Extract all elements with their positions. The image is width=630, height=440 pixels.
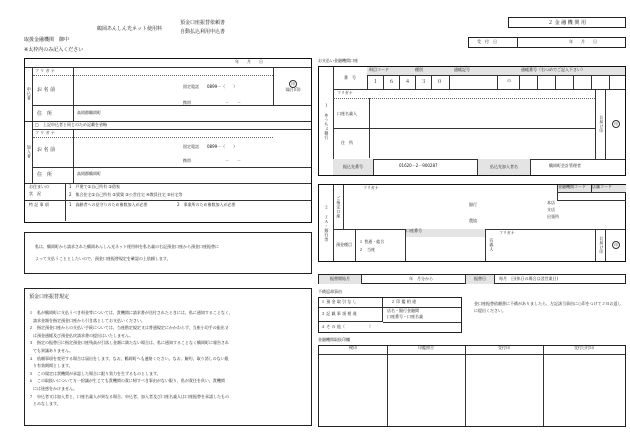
addressee: 取扱金融機関 御中 [24,37,70,43]
yucho-holder-label: 口座名義人 [337,111,357,116]
applicant-furigana-label: フ リ ガ ナ [35,68,55,73]
rules-item: には迷惑をかけません。 [29,385,78,391]
consent-box [24,232,312,274]
handling-col-check: 検印 [319,346,388,355]
account-holder-label: 名義人 [485,229,496,261]
special-option-2[interactable]: 2 事業所のため複数加入が必要 [177,202,236,207]
rules-item: ７ 申込者又は加入者と、口座名義人が異なる場合、申込者、加入者及び口座名義人は口座振替を承諾したもの [29,393,229,399]
subscriber-phone-field[interactable]: 0899－（ ） [207,144,238,149]
rules-item: ３ 指定の振替日に指定預金口座残高が引落し金額に満たない場合は、私に通知することなく鶴岡町に報告され [29,340,229,346]
applicant-section-label: 申込者 [25,67,33,122]
subscriber-same-checkbox[interactable]: □ [35,122,39,127]
handling-table [318,345,626,427]
transfer-row [318,274,626,284]
payee-number-value: 01620－2－900287 [399,163,438,168]
subscriber-mobile-field[interactable]: － － [225,158,241,163]
rules-item: り有効期間とします。 [29,363,73,369]
branch-label-office: 出張所 [547,214,559,219]
yucho-address-label: 住 所 [341,140,353,145]
subscriber-address-label: 住 所 [37,172,53,178]
subscriber-mobile-label: 携帯 [183,158,191,163]
rules-item: は預金通帳及び預金払戻請求書の提出はいたしません。 [29,332,134,338]
residence-label-2: 状 況 [29,191,41,196]
subscriber-address-value[interactable]: 高岡郡鶴岡町 [77,171,101,176]
yucho-seal-circle: 印 [612,120,620,128]
handling-col-seal-check: 印鑑照合 [387,346,466,355]
digit-cell: ０ [437,79,443,85]
applicant-phone-field[interactable]: 0899－（ ） [207,84,238,89]
yucho-block [318,66,626,176]
rules-item: ４ 依頼事項を変更する場合は届出をします。なお、鶴岡町へも連絡ください。なお、解約、取り消しのない限 [29,355,229,361]
reason-detail-2: 口座番号・口座名義 [387,314,423,319]
bank-section-title: お支払い金融機関口座 [318,58,358,63]
applicant-address-label: 住 所 [37,111,53,117]
received-date: 年 月 日 [569,39,597,44]
deposit-type-label: 預金種目 [333,229,356,261]
handling-col-received-seal: 受付印 [465,346,544,355]
deposit-type-ordinary[interactable]: １ 普通・総合 [359,239,385,244]
designated-account-label: ご指定口座 [333,185,344,229]
transfer-start-value[interactable]: 年 月分から [409,276,433,281]
transfer-day-label: 振替日 [465,275,495,284]
digit-cell: ６ [389,79,395,85]
digit-cell: ３ [421,79,427,85]
copy-label: ２ 金 融 機 関 用 [508,17,626,28]
yucho-furigana-label: フリガナ [337,90,353,95]
bank-suffix: 銀行 [469,202,477,207]
form-subtitle-1: 預金口座振替依頼書 [180,20,226,26]
bank-code-header: 金融機関コード [557,185,592,193]
rules-title: 預金口座振替規定 [29,294,70,300]
rules-item: ６ この取扱いについて万一紛議が生じても貴機関の責に帰すべき事由がない限り、私が責任を負い、貴機関 [29,378,225,384]
rules-list [29,309,311,408]
application-date: 年 月 日 [235,59,263,64]
reasons-note: 金口座振替依頼書に不備がありましたら、左記該当事由に○印をつけてＪＢお返しに提出ください。 [474,301,622,313]
residence-label-1: お住まいの [29,184,49,189]
yucho-section-label: １ ゆうちょ銀行 [319,67,334,175]
rules-item: とみなします。 [29,401,61,407]
applicant-seal-circle: 印 [289,80,297,88]
yucho-code-header-1: 料目コード [369,67,389,72]
account-number-cells[interactable] [405,237,486,261]
rules-item: １ 私が鶴岡町に支払うべき料金等については、貴機関に請求書が送付されたときには、私に通知することなく、 [29,310,233,315]
yucho-code-header-3: 通帳記号 [454,67,470,72]
reasons-box [318,297,462,333]
digit-cell: １ [373,79,379,85]
payee-number-label: 振込先番号 [333,159,374,175]
subscriber-phone-label: 固定電話 [183,144,199,149]
received-box [468,37,626,48]
other-bank-seal-label: お届け印 [595,229,606,261]
reason-detail-1: 店名・銀行金融間 [387,308,419,313]
coop-suffix: 農協 [469,218,477,223]
reason-item-4[interactable]: ４ そ の 他（ ） [321,324,373,329]
branch-label-main: 本店 [547,200,555,205]
applicant-name-label: お 名 前 [37,87,56,93]
other-bank-block [318,184,626,262]
digit-cell: ４ [405,79,411,85]
transfer-start-label: 振替開始月 [319,275,362,284]
reason-item-3[interactable]: ３ 記 載 事 項 相 違 [319,308,383,322]
reason-item-2[interactable]: ２ 印 鑑 相 違 [383,298,461,308]
residence-option-2[interactable]: 2 集合住宅①自己所有 ②賃貸 ③公営住宅 ④教員住宅 ⑤社宅等 [69,192,183,197]
yucho-seal-label: お届け印 [595,89,606,159]
yucho-code-digits[interactable] [367,75,625,89]
payee-name-value: 鶴岡町会計管理者 [549,163,581,168]
rules-item: ても異議ありません。 [29,347,74,353]
applicant-address-value[interactable]: 高岡郡鶴岡町 [77,110,101,115]
applicant-seal-label: (取引印) [285,86,301,92]
payee-name-label: 払込先加入者名 [477,159,531,175]
code-suffix: の [507,78,511,83]
applicant-mobile-label: 携帯 [183,100,191,105]
instruction: ※太枠内のみ記入ください [24,47,84,53]
special-option-1[interactable]: 1 高齢者への見守りのため複数加入が必要 [69,202,148,207]
rules-item: ５ この規定は貴機関が承認した場合に限り効力を生ずるものとします。 [29,370,161,376]
applicant-mobile-field[interactable]: － － [225,100,241,105]
rules-item: ２ 指定預金口座からの支払い手続については、当座勘定規定又は普通規定にかかわらず、当座小切手の振出又 [29,325,229,331]
reason-item-1[interactable]: １ 預 金 取 引 な し [319,298,383,308]
deposit-type-current[interactable]: ２ 当座 [359,247,375,252]
subscriber-section-label: 加入者 [25,121,33,183]
form-title: 鶴岡あんしん光ネット使用料 [97,26,163,32]
subscriber-furigana-label: フ リ ガ ナ [35,130,55,135]
other-bank-furigana-label: フリガナ [363,185,379,190]
branch-label-branch: 支店 [547,207,555,212]
transfer-day-value[interactable]: 毎月 日(休日の場合は翌営業日) [499,276,559,281]
reasons-title: 不備返却事由 [318,289,342,294]
received-label: 受 付 日 [477,39,497,44]
applicant-form [24,58,312,223]
consent-line-1: 私は、鶴岡町から請求された鶴岡あんしん光ネット使用料を私名義の右記預金口座から預金口座振替に [35,244,219,249]
handling-col-date-seal: 受付日付印 [543,346,625,355]
form-subtitle-2: 自動払込利用申込書 [180,29,226,35]
subscriber-name-label: お 名 前 [37,147,56,153]
applicant-phone-label: 固定電話 [183,84,199,89]
account-holder-furigana: フリガナ [499,230,515,235]
residence-option-1[interactable]: 1 戸建て①自己所有 ②借家 [69,184,120,189]
other-bank-section-label: ２ ＪＡ・銀行等 [319,185,334,261]
branch-code-header: 店舗コード [591,185,626,193]
rules-item: 請求金額を指定預金口座から引き落としてお支払いください。 [29,317,145,323]
yucho-number-label: 番 号 [333,67,368,89]
other-bank-seal-circle: 印 [612,241,620,249]
special-label: 特 記 事 項 [29,202,49,207]
subscriber-same-label: 上記申込者と同じのため記載を省略 [43,122,107,127]
rules-box [24,288,312,426]
handling-title: 金融機関取扱印欄 [318,337,350,342]
consent-line-2: よって支払うこととしたいので、預金口座振替規定を確認の上依頼します。 [35,256,171,261]
yucho-code-header-4: 通帳番号（右つめでご記入下さい） [521,67,585,72]
yucho-code-header-2: 種別 [415,67,423,72]
account-number-label: 口座番号 [405,229,486,237]
